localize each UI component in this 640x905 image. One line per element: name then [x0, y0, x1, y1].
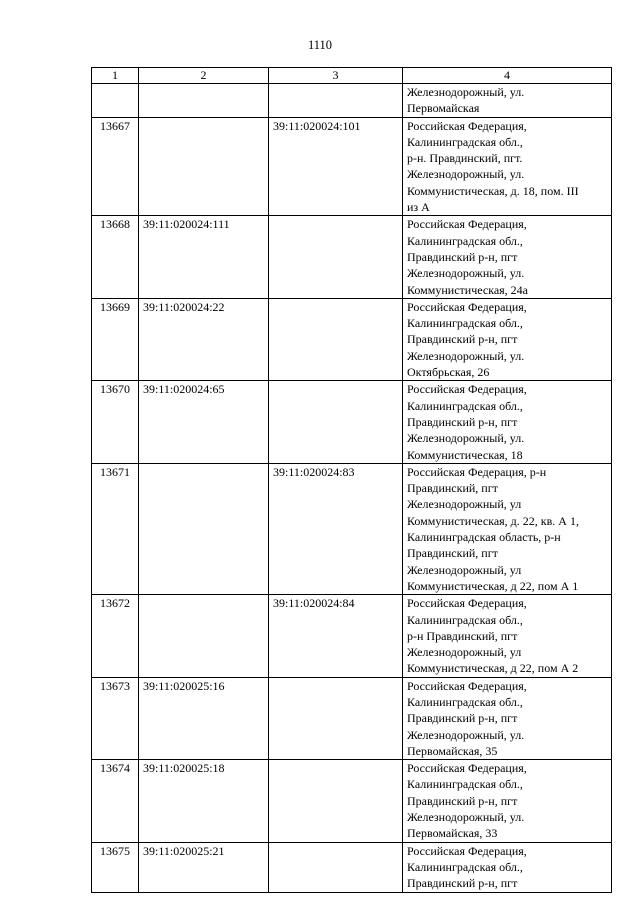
- table-header-row: [92, 68, 612, 84]
- address-line: Железнодорожный, ул: [407, 497, 522, 512]
- table-body: [92, 84, 612, 893]
- address-line: Железнодорожный, ул.: [407, 810, 525, 825]
- table-row: [92, 117, 612, 216]
- address-line: Правдинский р-н, пгт: [407, 876, 518, 891]
- row-number-cell: [92, 84, 139, 118]
- address-line: Правдинский р-н, пгт: [407, 332, 518, 347]
- row-number-cell: 13673: [92, 677, 139, 759]
- address-line: Первомайская, 33: [407, 826, 498, 841]
- column-header-1: 1: [92, 68, 139, 84]
- building-cadastral-number-cell: [269, 677, 403, 759]
- address-line: Коммунистическая, 18: [407, 447, 523, 462]
- address-line: Российская Федерация,: [407, 761, 527, 776]
- address-line: р-н Правдинский, пгт: [407, 628, 518, 643]
- address-line: р-н. Правдинский, пгт.: [407, 151, 523, 166]
- table-row: [92, 216, 612, 298]
- cadastral-number-cell: 39:11:020025:16: [139, 677, 269, 759]
- row-number-cell: 13669: [92, 298, 139, 380]
- address-line: Железнодорожный, ул.: [407, 348, 525, 363]
- address-line: Калининградская обл.,: [407, 694, 523, 709]
- row-number-cell: 13667: [92, 117, 139, 216]
- table-row: [92, 84, 612, 118]
- address-line: Железнодорожный, ул: [407, 562, 522, 577]
- row-number-cell: 13671: [92, 463, 139, 594]
- cadastral-number-cell: 39:11:020024:111: [139, 216, 269, 298]
- building-cadastral-number-cell: 39:11:020024:101: [269, 117, 403, 216]
- row-number-cell: 13675: [92, 842, 139, 892]
- address-line: Калининградская обл.,: [407, 777, 523, 792]
- table-row: [92, 298, 612, 380]
- building-cadastral-number-cell: [269, 216, 403, 298]
- address-line: Коммунистическая, д. 18, пом. III: [407, 183, 579, 198]
- address-line: Правдинский р-н, пгт: [407, 711, 518, 726]
- address-cell: [403, 381, 612, 463]
- row-number-cell: 13670: [92, 381, 139, 463]
- address-line: Калининградская обл.,: [407, 233, 523, 248]
- address-line: Российская Федерация,: [407, 382, 527, 397]
- cadastral-number-cell: 39:11:020024:22: [139, 298, 269, 380]
- address-line: Правдинский р-н, пгт: [407, 249, 518, 264]
- cadastral-number-cell: 39:11:020025:18: [139, 760, 269, 842]
- column-header-2: 2: [139, 68, 269, 84]
- address-line: Железнодорожный, ул.: [407, 85, 525, 99]
- address-line: Железнодорожный, ул.: [407, 431, 525, 446]
- address-line: Калининградская обл.,: [407, 859, 523, 874]
- building-cadastral-number-cell: [269, 842, 403, 892]
- address-line: Правдинский р-н, пгт: [407, 414, 518, 429]
- address-line: Российская Федерация,: [407, 843, 527, 858]
- building-cadastral-number-cell: 39:11:020024:84: [269, 595, 403, 677]
- address-line: Коммунистическая, д. 22, кв. А 1,: [407, 513, 579, 528]
- address-cell: [403, 298, 612, 380]
- address-line: Калининградская область, р-н: [407, 530, 561, 545]
- table-row: [92, 677, 612, 759]
- address-line: Правдинский, пгт: [407, 481, 498, 496]
- building-cadastral-number-cell: 39:11:020024:83: [269, 463, 403, 594]
- address-cell: [403, 117, 612, 216]
- address-line: Первомайская, 35: [407, 743, 498, 758]
- column-header-4: 4: [403, 68, 612, 84]
- address-line: Российская Федерация,: [407, 217, 527, 232]
- address-line: Железнодорожный, ул.: [407, 167, 525, 182]
- address-cell: [403, 84, 612, 118]
- address-line: Российская Федерация,: [407, 678, 527, 693]
- table-row: [92, 463, 612, 594]
- row-number-cell: 13674: [92, 760, 139, 842]
- address-line: Калининградская обл.,: [407, 398, 523, 413]
- address-line: Железнодорожный, ул: [407, 645, 522, 660]
- address-cell: [403, 216, 612, 298]
- address-line: Российская Федерация, р-н: [407, 464, 547, 479]
- building-cadastral-number-cell: [269, 84, 403, 118]
- address-line: Российская Федерация,: [407, 596, 527, 611]
- address-line: Правдинский, пгт: [407, 546, 498, 561]
- page-number: 1110: [307, 38, 333, 52]
- address-line: Калининградская обл.,: [407, 316, 523, 331]
- row-number-cell: 13672: [92, 595, 139, 677]
- address-line: Железнодорожный, ул.: [407, 727, 525, 742]
- address-line: Железнодорожный, ул.: [407, 266, 525, 281]
- table-row: [92, 595, 612, 677]
- address-cell: [403, 760, 612, 842]
- table-row: [92, 760, 612, 842]
- cadastral-number-cell: [139, 463, 269, 594]
- address-line: Коммунистическая, д 22, пом А 2: [407, 661, 579, 676]
- address-line: Калининградская обл.,: [407, 134, 523, 149]
- building-cadastral-number-cell: [269, 760, 403, 842]
- cadastral-number-cell: [139, 595, 269, 677]
- column-header-3: 3: [269, 68, 403, 84]
- address-line: из А: [407, 200, 430, 215]
- address-cell: [403, 842, 612, 892]
- address-line: Первомайская: [407, 101, 480, 116]
- building-cadastral-number-cell: [269, 381, 403, 463]
- address-line: Калининградская обл.,: [407, 612, 523, 627]
- address-line: Коммунистическая, 24а: [407, 282, 529, 297]
- table-row: [92, 842, 612, 892]
- address-cell: [403, 463, 612, 594]
- cadastral-number-cell: [139, 117, 269, 216]
- address-cell: [403, 595, 612, 677]
- address-cell: [403, 677, 612, 759]
- cadastral-number-cell: 39:11:020025:21: [139, 842, 269, 892]
- address-line: Октябрьская, 26: [407, 365, 490, 380]
- row-number-cell: 13668: [92, 216, 139, 298]
- address-line: Правдинский р-н, пгт: [407, 793, 518, 808]
- table-row: [92, 381, 612, 463]
- address-line: Российская Федерация,: [407, 118, 527, 133]
- cadastral-number-cell: 39:11:020024:65: [139, 381, 269, 463]
- address-line: Коммунистическая, д 22, пом А 1: [407, 578, 579, 593]
- registry-table: [91, 67, 612, 893]
- cadastral-number-cell: [139, 84, 269, 118]
- building-cadastral-number-cell: [269, 298, 403, 380]
- address-line: Российская Федерация,: [407, 299, 527, 314]
